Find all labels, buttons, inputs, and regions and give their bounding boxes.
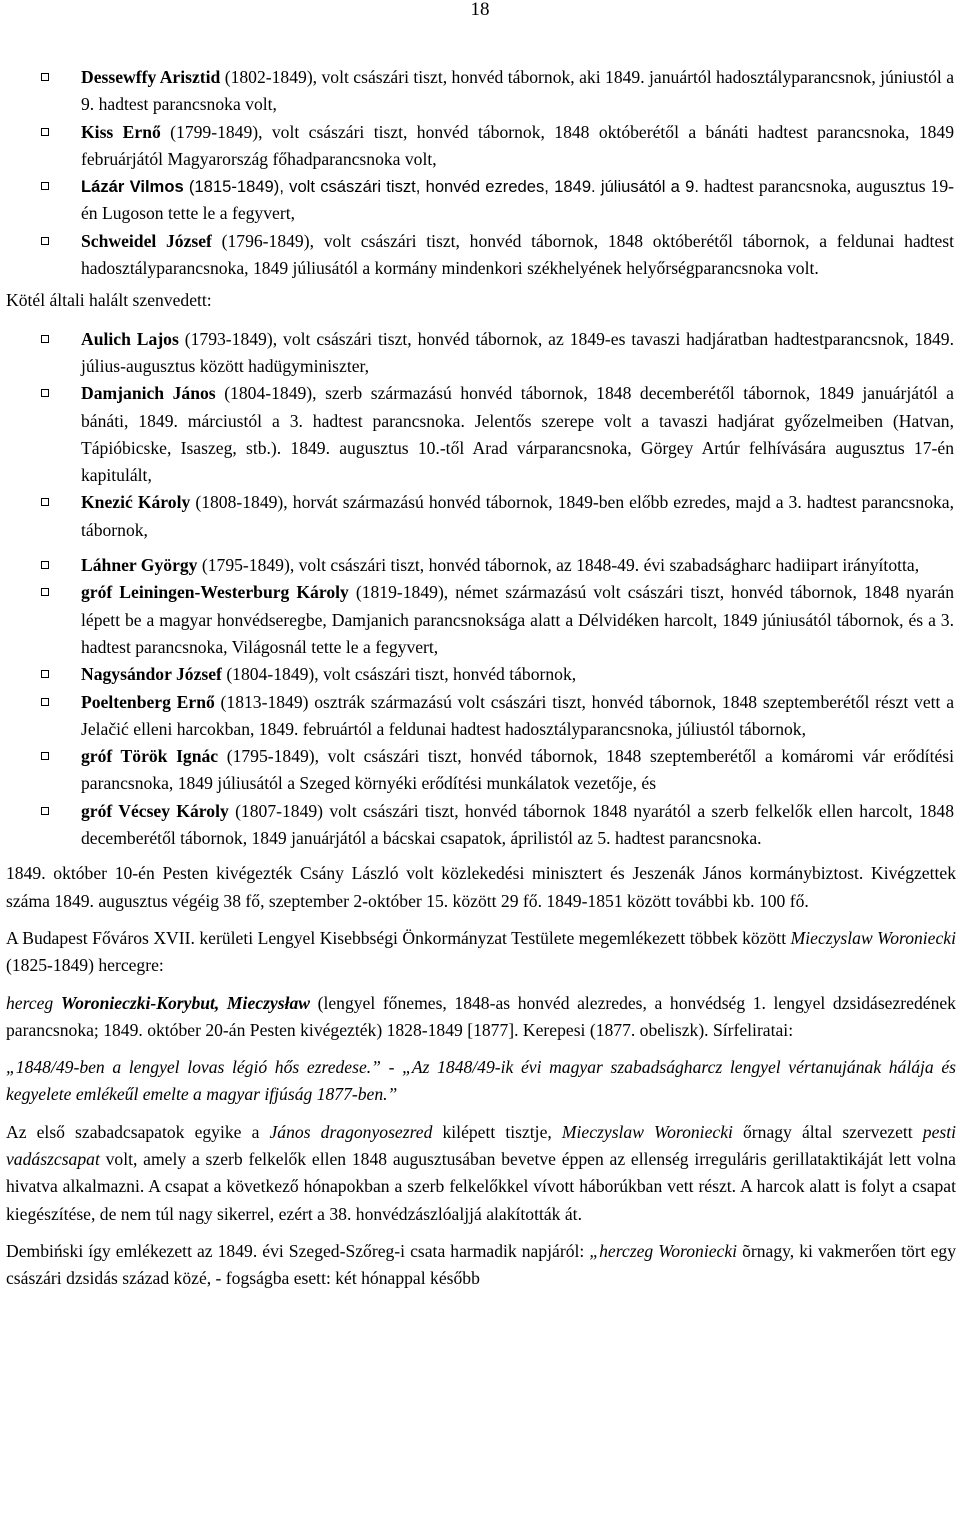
item-text: (1819-1849), német származású volt császári tiszt, honvéd tábornok, 1848 nyarán lépett be a magyar honvédseregbe, Damjanich parancsnoksága alatt a Délvidéken harcolt, 1849 júniusától tábornok, és a 3. hadtest parancsnoka, Világosnál tette le a fegyvert, <box>81 582 954 657</box>
person-name: gróf Török Ignác <box>81 746 219 767</box>
list-item <box>6 552 956 579</box>
italic-text: „herczeg <box>589 1240 659 1261</box>
list-bottom <box>6 326 956 853</box>
checkbox-bullet-icon <box>41 128 49 136</box>
text-run: (lengyel főnemes, 1848-as honvéd alezredes, a honvédség 1. lengyel dzsidásezredének parancsnoka; 1849. október 20-án Pesten kivégezték) 1828-1849 [1877]. Kerepesi (1877. obeliszk). Sírfeliratai: <box>6 992 956 1040</box>
item-text: (1808-1849), horvát származású honvéd tábornok, 1849-ben előbb ezredes, majd a 3. hadtest parancsnoka, tábornok, <box>81 492 955 540</box>
italic-name: Woroniecki <box>658 1240 738 1261</box>
checkbox-bullet-icon <box>41 807 49 815</box>
checkbox-bullet-icon <box>41 561 49 569</box>
person-name: Schweidel József <box>81 230 212 251</box>
paragraph-commemoration <box>6 925 956 980</box>
checkbox-bullet-icon <box>41 698 49 706</box>
list-item <box>6 228 956 283</box>
text-run: (1825-1849) hercegre: <box>6 955 164 976</box>
item-text: hadtest parancsnoka, augusztus 19-én Lugoson tette le a fegyvert, <box>81 176 955 224</box>
checkbox-bullet-icon <box>41 389 49 397</box>
person-name: Dessewffy Arisztid <box>81 67 221 87</box>
page-number: 18 <box>470 0 490 20</box>
list-top <box>6 64 956 282</box>
text-run: Dembiński így emlékezett az 1849. évi Szeged-Szőreg-i csata harmadik napjáról: <box>6 1240 590 1261</box>
item-text: (1799-1849), volt császári tiszt, honvéd tábornok, 1848 októberétől a bánáti hadtest parancsnoka, 1849 februárjától Magyarország főhadparancsnoka volt, <box>81 121 955 169</box>
item-text: (1802-1849), volt császári tiszt, honvéd tábornok, aki 1849. januártól hadosztályparancsnok, júniustól a 9. hadtest parancsnoka volt, <box>81 67 955 115</box>
checkbox-bullet-icon <box>41 237 49 245</box>
list-item <box>6 579 956 661</box>
checkbox-bullet-icon <box>41 670 49 678</box>
italic-name: Mieczyslaw Woroniecki <box>790 927 957 948</box>
list-item <box>6 798 956 853</box>
item-text: (1796-1849), volt császári tiszt, honvéd tábornok, 1848 októberétől tábornok, a feldunai hadtest hadosztályparancsnoka, 1849 júliusától a kormány mindenkori székhelyének helyőrségparancsnoka volt. <box>81 230 954 279</box>
list-item <box>6 743 956 798</box>
person-name: Láhner György <box>81 555 198 576</box>
paragraph-freecorps <box>6 1119 956 1228</box>
list-item <box>6 661 956 688</box>
text-run: Az első szabadcsapatok egyike a <box>6 1121 270 1142</box>
person-name: Knezić Károly <box>81 492 191 513</box>
item-text: (1804-1849), szerb származású honvéd tábornok, 1848 decemberétől tábornok, 1849 januárjától a bánáti, 1849. márciustól a 3. hadtest parancsnoka. Jelentős szerepe volt a tavaszi hadjárat győzelmeiben (Hatvan, Tápióbicske, Isaszeg, stb.). 1849. augusztus 10.-től Arad várparancsnoka, Görgey Artúr felhívására augusztus 17-én kapitulált, <box>81 383 954 486</box>
person-name: Damjanich János <box>81 383 216 404</box>
list-item <box>6 689 956 744</box>
section-heading: Kötél általi halált szenvedett: <box>6 290 212 311</box>
italic-text: herceg <box>6 992 61 1013</box>
person-name: gróf Leiningen-Westerburg Károly <box>81 582 349 603</box>
bold-italic-name: Woronieczki-Korybut, Mieczysław <box>60 992 310 1013</box>
item-text: (1804-1849), volt császári tiszt, honvéd tábornok, <box>221 664 577 685</box>
inscription-1: „1848/49-ben a lengyel lovas légió hős ezredese.” <box>6 1057 381 1078</box>
list-item <box>6 380 956 489</box>
text-run: volt, amely a szerb felkelők ellen 1848 augusztusában bevetve éppen az ellenség irreguláris gerillataktikáját lett volna hivatva alkalmazni. A csapat a következő hónapokban a szerb felkelőkkel vívott háborúkban vett részt. A harcok alatt is folyt a csapat kiegészítése, de nem túl nagy sikerrel, ezért a 38. honvédzászlóaljjá alakították át. <box>6 1148 956 1224</box>
checkbox-bullet-icon <box>41 752 49 760</box>
italic-text: János dragonyosezred <box>269 1121 433 1142</box>
text-run: A Budapest Főváros XVII. kerületi Lengyel Kisebbségi Önkormányzat Testülete megemlékezett többek között <box>6 927 791 948</box>
document-body <box>6 64 956 1302</box>
person-name: Lázár Vilmos <box>81 177 184 197</box>
paragraph-executions: 1849. október 10-én Pesten kivégezték Csány László volt közlekedési minisztert és Jeszenák János kormánybiztost. Kivégzettek száma 1849. augusztus végéig 38 fő, szeptember 2-október 15. között 29 fő. 1849-1851 között további kb. 100 fő. <box>6 863 956 911</box>
text-run: õrnagy, ki vakmerően tört egy császári dzsidás század közé, - fogságba esett: két hónappal később <box>6 1240 957 1289</box>
checkbox-bullet-icon <box>41 335 49 343</box>
person-name: Nagysándor József <box>81 664 222 685</box>
item-text: (1793-1849), volt császári tiszt, honvéd tábornok, az 1849-es tavaszi hadjáratban hadtestparancsnok, 1849. július-augusztus között hadügyminiszter, <box>81 328 954 376</box>
list-item <box>6 489 956 544</box>
checkbox-bullet-icon <box>41 182 49 190</box>
checkbox-bullet-icon <box>41 73 49 81</box>
item-text: (1795-1849), volt császári tiszt, honvéd tábornok, az 1848-49. évi szabadságharc hadiipart irányította, <box>197 555 920 576</box>
text-run: kilépett tisztje, <box>432 1121 562 1142</box>
item-text: (1813-1849) osztrák származású volt császári tiszt, honvéd tábornok, 1848 szeptemberétől részt vett a Jelačić elleni harcokban, 1849. februártól a feldunai hadtest hadosztályparancsnoka, júliustól tábornok, <box>81 691 955 739</box>
person-name: gróf Vécsey Károly <box>81 800 229 821</box>
italic-name: Mieczyslaw Woroniecki <box>561 1121 733 1142</box>
list-item <box>6 326 956 381</box>
item-text: (1795-1849), volt császári tiszt, honvéd tábornok, 1848 szeptemberétől a komáromi vár erődítési parancsnoka, 1849 júliusától a Szeged környéki erődítési munkálatok vezetője, és <box>81 746 954 794</box>
separator: - <box>380 1057 403 1078</box>
italic-text: pesti vadászcsapat <box>6 1121 956 1169</box>
paragraph-herceg <box>6 990 956 1045</box>
paragraph-dembinski <box>6 1238 956 1293</box>
list-item <box>6 64 956 119</box>
paragraph-inscriptions <box>6 1054 956 1109</box>
checkbox-bullet-icon <box>41 588 49 596</box>
person-name: Aulich Lajos <box>81 328 179 349</box>
item-text: (1807-1849) volt császári tiszt, honvéd tábornok 1848 nyarától a szerb felkelők ellen harcolt, 1848 decemberétől tábornok, 1849 januárjától a bácskai csapatok, áprilistól az 5. hadtest parancsnoka. <box>81 800 955 849</box>
list-item <box>6 173 956 228</box>
checkbox-bullet-icon <box>41 498 49 506</box>
person-name: Kiss Ernő <box>81 121 161 142</box>
text-run: őrnagy által szervezett <box>732 1121 923 1142</box>
item-text-sans: (1815-1849), volt császári tiszt, honvéd ezredes, 1849. júliusától a 9. <box>183 177 699 197</box>
person-name: Poeltenberg Ernő <box>81 691 215 712</box>
inscription-2: „Az 1848/49-ik évi magyar szabadságharcz lengyel vértanujának hálája és kegyelete emlékeűl emelte a magyar ifjúság 1877-ben.” <box>6 1057 957 1105</box>
list-item <box>6 119 956 174</box>
